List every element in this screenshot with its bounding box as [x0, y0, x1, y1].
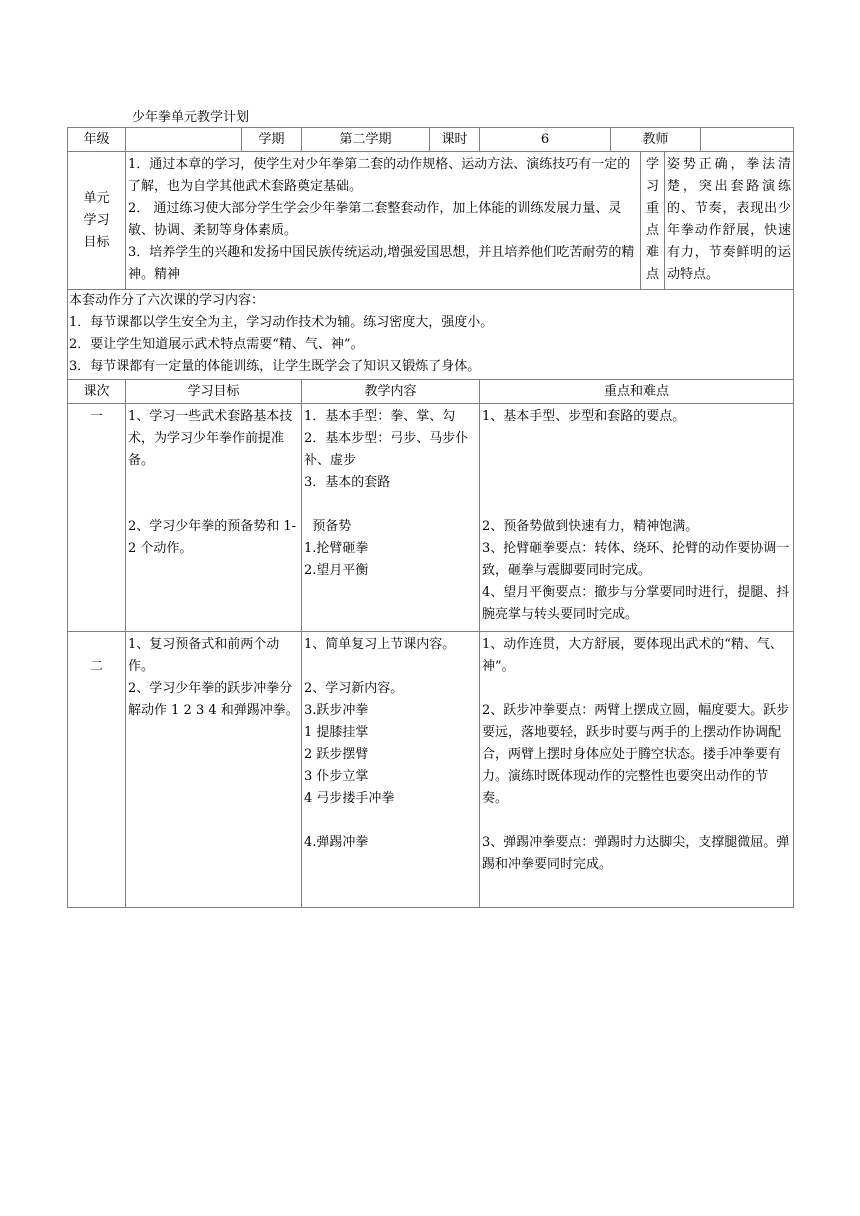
column-header-row — [68, 380, 794, 404]
content-item: 1.抡臂砸拳 — [304, 541, 369, 556]
key-item: 4、望月平衡要点：撤步与分掌要同时进行，提腿、抖腕亮掌与转头要同时完成。 — [482, 585, 790, 622]
goal-item: 1、复习预备式和前两个动作。 — [128, 637, 280, 674]
teacher-label: 教师 — [611, 128, 701, 152]
grade-value — [126, 128, 242, 152]
content-item: 2.望月平衡 — [304, 563, 369, 578]
objectives-label: 单元 学习 目标 — [68, 152, 126, 290]
content-item: 4 弓步搂手冲拳 — [304, 791, 395, 806]
semester-label: 学期 — [242, 128, 302, 152]
key-item: 2、跃步冲拳要点：两臂上摆成立圆，幅度要大。跃步要远，落地要轻，跃步时要与两手的上摆动作协调配合，两臂上摆时身体应处于腾空状态。搂手冲拳要有力。演练时既体现动作的完整性也要突出动作的节奏。 — [482, 703, 790, 806]
objective-item: 2． 通过练习使大部分学生学会少年拳第二套整套动作，加上体能的训练发展力量、灵敏、协调、柔韧等身体素质。 — [128, 201, 622, 238]
teacher-value — [701, 128, 794, 152]
content-item: 预备势 — [304, 519, 352, 534]
key-item: 1、动作连贯，大方舒展，要体现出武术的“精、气、神”。 — [482, 637, 783, 674]
lesson-goal — [126, 404, 302, 632]
col-key: 重点和难点 — [480, 380, 794, 404]
content-item: 1．基本手型：拳、掌、勾 — [304, 409, 456, 424]
key-item: 1、基本手型、步型和套路的要点。 — [482, 409, 686, 424]
content-item: 2．基本步型：弓步、马步仆补、虚步 — [304, 431, 469, 468]
content-item: 3 仆步立掌 — [304, 769, 369, 784]
key-points-text: 姿势正确，拳法清楚，突出套路演练的、节奏，表现出少年拳动作舒展，快速有力，节奏鲜明的运动特点。 — [665, 152, 794, 290]
semester-value: 第二学期 — [302, 128, 430, 152]
col-content: 教学内容 — [302, 380, 480, 404]
objective-item: 1．通过本章的学习，使学生对少年拳第二套的动作规格、运动方法、演练技巧有一定的了解，也为自学其他武术套路奠定基础。 — [128, 157, 631, 194]
content-item: 4.弹踢冲拳 — [304, 835, 369, 850]
goal-item: 1、学习一些武术套路基本技术，为学习少年拳作前提准备。 — [128, 409, 293, 468]
key-item: 3、弹踢冲拳要点：弹踢时力达脚尖，支撑腿微屈。弹踢和冲拳要同时完成。 — [482, 835, 790, 872]
lesson-key-points — [480, 404, 794, 632]
col-goal: 学习目标 — [126, 380, 302, 404]
hours-label: 课时 — [430, 128, 480, 152]
intro-line: 本套动作分了六次课的学习内容： — [69, 293, 265, 308]
content-item: 3.跃步冲拳 — [304, 703, 369, 718]
intro-line: 1．每节课都以学生安全为主，学习动作技术为辅。练习密度大，强度小。 — [69, 315, 494, 330]
lesson-goal — [126, 632, 302, 908]
lesson-number: 二 — [68, 632, 126, 908]
content-item: 1 提膝挂掌 — [304, 725, 369, 740]
content-item: 3．基本的套路 — [304, 475, 391, 490]
goal-item: 2、学习少年拳的跃步冲拳分解动作 1 2 3 4 和弹踢冲拳。 — [128, 681, 299, 718]
key-points-label: 学 习 重 点 难 点 — [641, 152, 665, 290]
col-lesson: 课次 — [68, 380, 126, 404]
intro-text — [68, 290, 794, 380]
lesson-key-points — [480, 632, 794, 908]
content-item: 2 跃步摆臂 — [304, 747, 369, 762]
lesson-content — [302, 632, 480, 908]
lesson-number: 一 — [68, 404, 126, 632]
intro-row — [68, 290, 794, 380]
lesson-row — [68, 632, 794, 908]
lesson-content — [302, 404, 480, 632]
objectives-text — [126, 152, 641, 290]
document-title: 少年拳单元教学计划 — [132, 110, 250, 125]
goal-item: 2、学习少年拳的预备势和 1-2 个动作。 — [128, 519, 297, 556]
objective-item: 3．培养学生的兴趣和发扬中国民族传统运动,增强爱国思想，并且培养他们吃苦耐劳的精神。精神 — [128, 245, 635, 282]
teaching-plan-table — [67, 127, 794, 908]
key-item: 2、预备势做到快速有力，精神饱满。 — [482, 519, 699, 534]
intro-line: 2．要让学生知道展示武术特点需要“精、气、神”。 — [69, 337, 364, 352]
hours-value: 6 — [480, 128, 611, 152]
key-item: 3、抡臂砸拳要点：转体、绕环、抡臂的动作要协调一致，砸拳与震脚要同时完成。 — [482, 541, 790, 578]
content-item: 2、学习新内容。 — [304, 681, 404, 696]
content-item: 1、简单复习上节课内容。 — [304, 637, 456, 652]
lesson-row — [68, 404, 794, 632]
objectives-row — [68, 152, 794, 290]
intro-line: 3．每节课都有一定量的体能训练，让学生既学会了知识又锻炼了身体。 — [69, 359, 481, 374]
header-row — [68, 128, 794, 152]
grade-label: 年级 — [68, 128, 126, 152]
